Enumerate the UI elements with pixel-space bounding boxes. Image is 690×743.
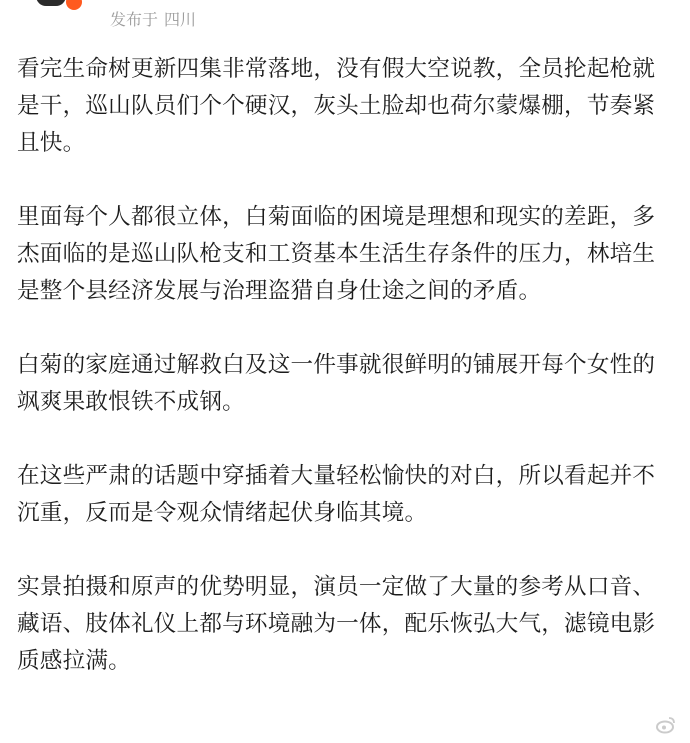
weibo-logo-icon: [656, 715, 676, 735]
avatar[interactable]: [36, 0, 66, 6]
post-paragraph: 看完生命树更新四集非常落地，没有假大空说教，全员抡起枪就是干，巡山队员们个个硬汉，灰头土脸却也荷尔蒙爆棚，节奏紧且快。: [17, 56, 656, 156]
post-paragraph: 在这些严肃的话题中穿插着大量轻松愉快的对白，所以看起并不沉重，反而是令观众情绪起伏身临其境。: [17, 463, 656, 526]
post-header: [0, 0, 690, 36]
post-location: 四川: [164, 10, 197, 29]
post-paragraph: 白菊的家庭通过解救白及这一件事就很鲜明的铺展开每个女性的飒爽果敢恨铁不成钢。: [17, 352, 656, 415]
post-meta: [110, 7, 202, 30]
published-prefix: 发布于: [110, 10, 159, 29]
watermark: [656, 715, 676, 735]
post-paragraph: 实景拍摄和原声的优势明显，演员一定做了大量的参考从口音、藏语、肢体礼仪上都与环境融为一体，配乐恢弘大气，滤镜电影质感拉满。: [17, 574, 656, 674]
verified-badge-icon: [66, 0, 82, 10]
post-paragraph: 里面每个人都很立体，白菊面临的困境是理想和现实的差距，多杰面临的是巡山队枪支和工资基本生活生存条件的压力，林培生是整个县经济发展与治理盗猎自身仕途之间的矛盾。: [17, 204, 656, 304]
post-body: [17, 51, 677, 717]
